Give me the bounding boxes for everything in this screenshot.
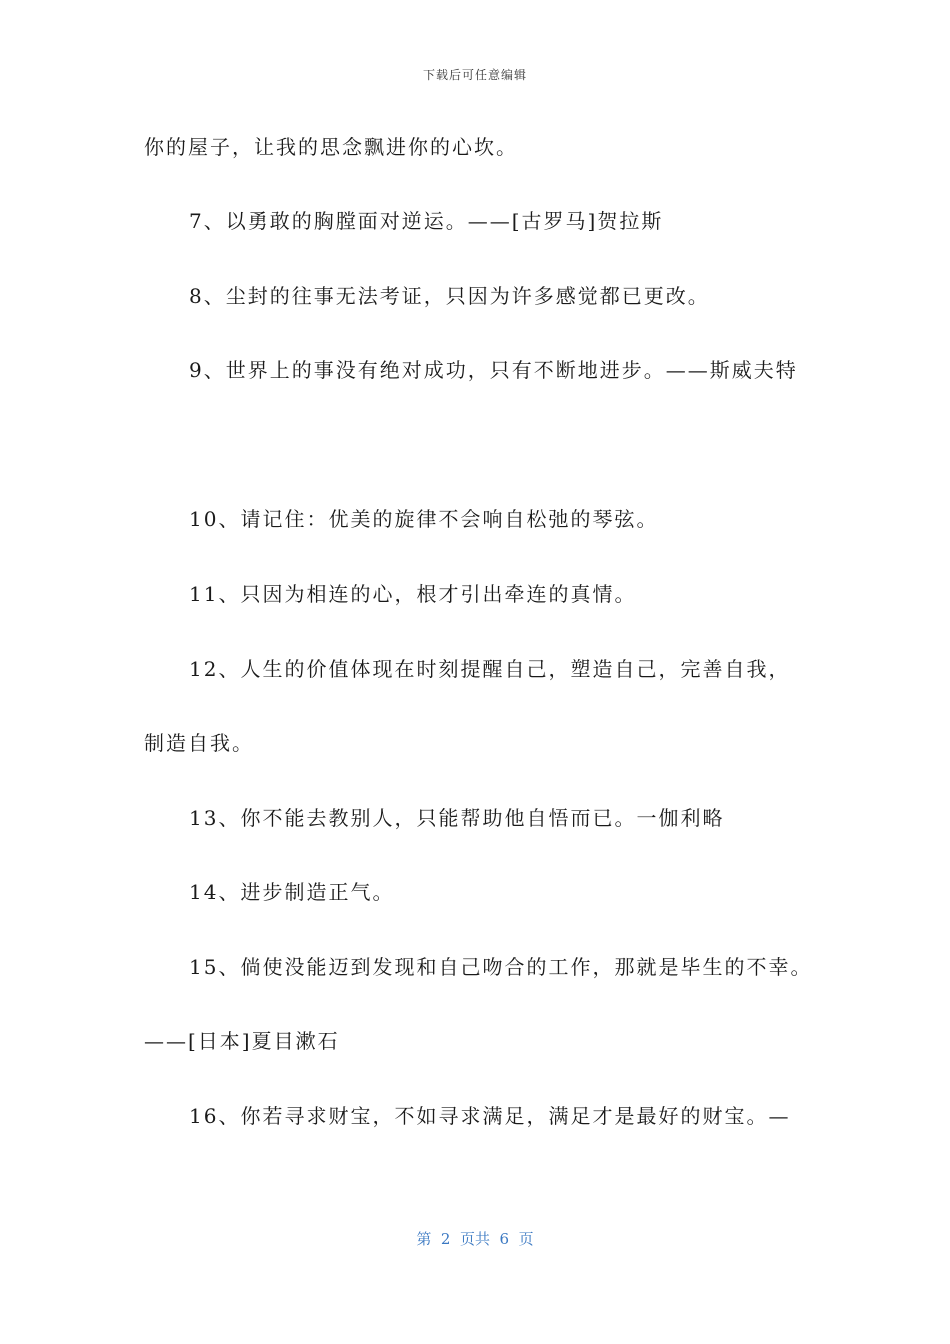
text-line-item-10: 10、请记住：优美的旋律不会响自松弛的琴弦。 [189,507,659,531]
text-line-item-7: 7、以勇敢的胸膛面对逆运。——[古罗马]贺拉斯 [189,209,664,233]
text-line-item-16: 16、你若寻求财宝，不如寻求满足，满足才是最好的财宝。— [189,1104,791,1128]
text-line-item-12: 12、人生的价值体现在时刻提醒自己，塑造自己，完善自我， [189,657,791,681]
text-line-item-9: 9、世界上的事没有绝对成功，只有不断地进步。——斯威夫特 [189,358,798,382]
text-line-continuation: 你的屋子，让我的思念飘进你的心坎。 [144,135,518,159]
text-line-item-14: 14、进步制造正气。 [189,880,395,904]
text-line-item-15-cont: ——[日本]夏目漱石 [144,1029,340,1053]
text-line-item-11: 11、只因为相连的心，根才引出牵连的真情。 [189,582,637,606]
text-line-item-13: 13、你不能去教别人，只能帮助他自悟而已。一伽利略 [189,806,725,830]
page-header-note: 下载后可任意编辑 [422,68,527,82]
page-number-footer: 第 2 页共 6 页 [416,1230,534,1248]
text-line-item-15: 15、倘使没能迈到发现和自己吻合的工作，那就是毕生的不幸。 [189,955,813,979]
text-line-item-12-cont: 制造自我。 [144,731,254,755]
text-line-item-8: 8、尘封的往事无法考证，只因为许多感觉都已更改。 [189,284,710,308]
